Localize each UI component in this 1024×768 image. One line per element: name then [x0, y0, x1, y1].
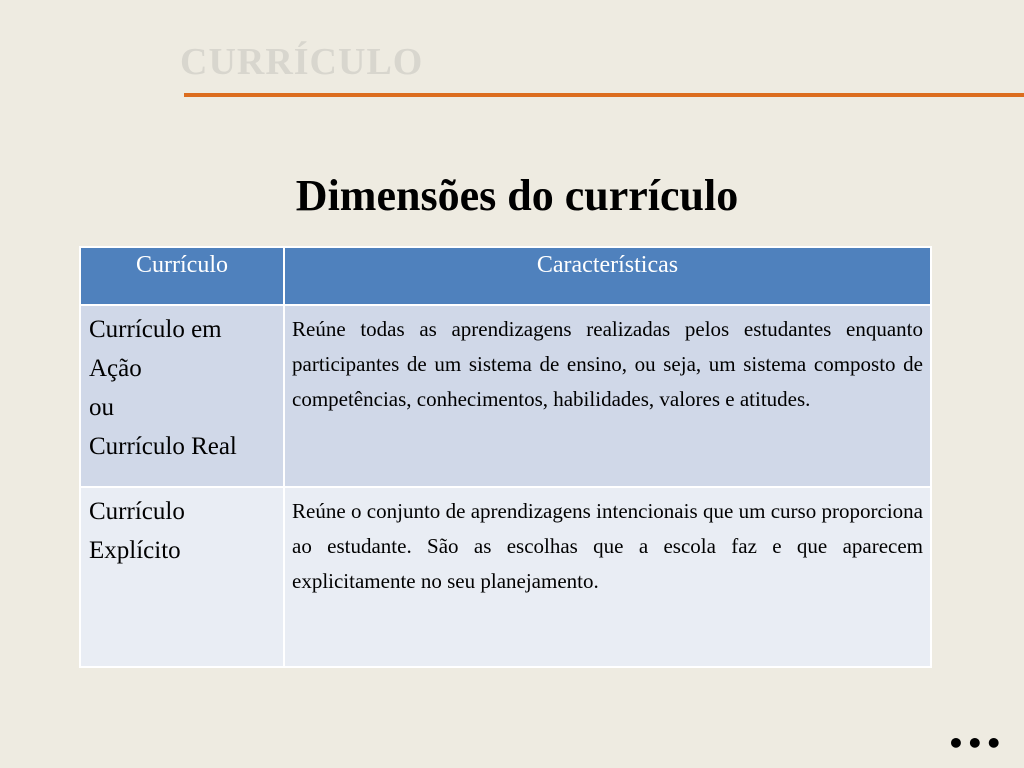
- term-line: Explícito: [89, 537, 181, 564]
- column-header-caracteristicas: Características: [284, 247, 931, 305]
- table-header-row: [80, 247, 931, 305]
- row-description-cell: Reúne todas as aprendizagens realizadas pelos estudantes enquanto participantes de um sistema de ensino, ou seja, um sistema composto de competências, conhecimentos, habilidades, valores e atitudes.: [284, 305, 931, 487]
- column-header-curriculo: Currículo: [80, 247, 284, 305]
- term-line: Ação: [89, 355, 142, 382]
- header-divider: [184, 93, 1024, 97]
- table-row: [80, 305, 931, 487]
- dimensions-table: [79, 246, 932, 668]
- term-line: Currículo: [89, 498, 185, 525]
- row-term-cell: [80, 487, 284, 667]
- term-line: ou: [89, 394, 114, 421]
- term-line: Currículo em: [89, 316, 222, 343]
- term-line: Currículo Real: [89, 433, 237, 460]
- table-row: [80, 487, 931, 667]
- row-term-cell: [80, 305, 284, 487]
- section-title: CURRÍCULO: [180, 41, 424, 83]
- page-title: Dimensões do currículo: [295, 171, 739, 220]
- row-description-cell: Reúne o conjunto de aprendizagens intencionais que um curso proporciona ao estudante. São as escolhas que a escola faz e que aparecem explicitamente no seu planejamento.: [284, 487, 931, 667]
- more-indicator[interactable]: •••: [947, 727, 1004, 760]
